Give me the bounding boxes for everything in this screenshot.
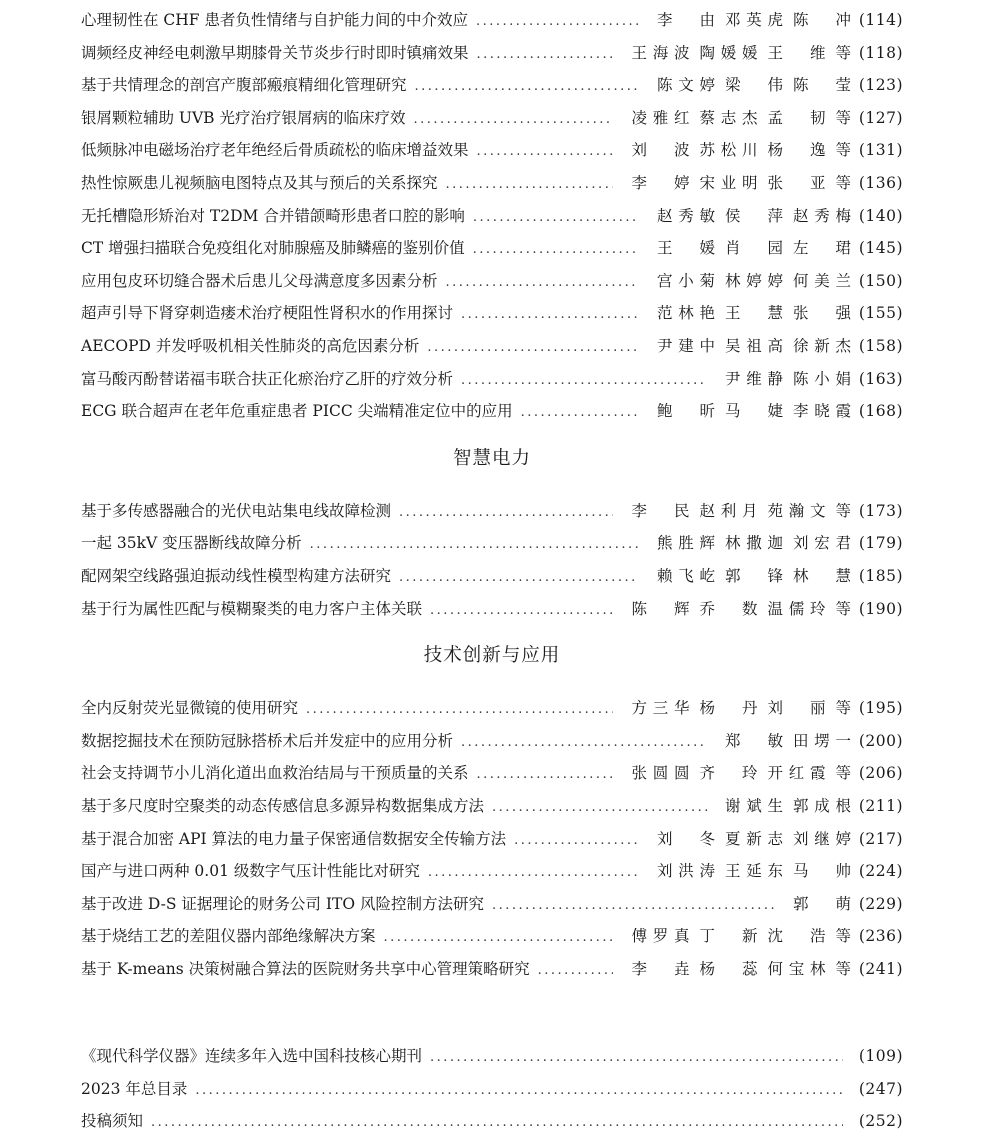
author-name: 林婷婷	[725, 271, 783, 290]
page-number: (136)	[858, 174, 903, 192]
article-title: ECG 联合超声在老年危重症患者 PICC 尖端精准定位中的应用	[81, 402, 513, 421]
page-number: (109)	[858, 1047, 903, 1065]
article-title: AECOPD 并发呼吸机相关性肺炎的高危因素分析	[81, 337, 420, 355]
author-name: 马 帅	[793, 862, 851, 881]
author-name: 马 婕	[725, 402, 783, 421]
dot-leader	[446, 176, 614, 193]
toc-entry[interactable]	[81, 330, 903, 356]
page-number: (241)	[858, 960, 903, 978]
page-number: (168)	[858, 402, 903, 421]
article-title: 一起 35kV 变压器断线故障分析	[81, 534, 302, 553]
author-name: 陈 冲	[793, 11, 851, 29]
toc-entry[interactable]	[81, 167, 903, 193]
author-name: 温儒玲	[767, 599, 826, 618]
article-title: CT 增强扫描联合免疫组化对肺腺癌及肺鳞癌的鉴别价值	[81, 239, 465, 258]
page-number: (155)	[858, 304, 903, 323]
page-number: (163)	[858, 369, 903, 388]
article-title: 无托槽隐形矫治对 T2DM 合并错颌畸形患者口腔的影响	[81, 206, 465, 225]
article-title: 银屑颗粒辅助 UVB 光疗治疗银屑病的临床疗效	[81, 108, 406, 127]
author-list	[715, 369, 851, 389]
article-title: 基于多尺度时空聚类的动态传感信息多源异构数据集成方法	[81, 797, 485, 815]
toc-entry[interactable]	[81, 1073, 903, 1099]
author-name: 蔡志杰	[699, 108, 758, 127]
article-title: 热性惊厥患儿视频脑电图特点及其与预后的关系探究	[81, 174, 438, 192]
author-list	[715, 731, 851, 751]
article-title: 基于 K-means 决策树融合算法的医院财务共享中心管理策略研究	[81, 960, 530, 978]
dot-leader	[492, 897, 775, 914]
toc-entry[interactable]	[81, 757, 903, 783]
page-number: (145)	[858, 239, 903, 258]
dot-leader	[430, 602, 613, 619]
dot-leader	[492, 799, 707, 816]
toc-entry[interactable]	[81, 855, 903, 881]
article-title: 基于混合加密 API 算法的电力量子保密通信数据安全传输方法	[81, 829, 507, 848]
dot-leader	[195, 1082, 843, 1099]
toc-entry[interactable]	[81, 265, 903, 291]
author-name: 尹建中	[657, 337, 715, 355]
article-title: 社会支持调节小儿消化道出血救治结局与干预质量的关系	[81, 764, 469, 783]
dot-leader	[310, 536, 639, 553]
dot-leader	[476, 13, 639, 30]
page-number: (150)	[858, 271, 903, 290]
author-name: 王延东	[725, 862, 783, 881]
toc-entry[interactable]	[81, 495, 903, 521]
author-name: 宋业明	[699, 174, 758, 192]
section-heading: 智慧电力	[452, 447, 531, 469]
author-name: 乔 数	[699, 599, 758, 618]
author-name: 左 珺	[793, 239, 851, 258]
toc-entry[interactable]	[81, 823, 903, 849]
dot-leader	[151, 1114, 843, 1131]
author-name: 陈小娟	[793, 369, 851, 388]
author-list	[647, 401, 851, 421]
author-list	[621, 959, 851, 979]
author-name: 徐新杰	[793, 337, 851, 355]
author-name: 凌雅红	[631, 108, 690, 127]
toc-entry[interactable]	[81, 69, 903, 95]
author-name: 宫小菊	[657, 271, 715, 290]
author-name: 刘 冬	[657, 829, 715, 848]
toc-entry[interactable]	[81, 692, 903, 718]
author-list	[647, 206, 851, 226]
author-list	[647, 75, 851, 95]
author-name: 丁 新	[699, 927, 758, 946]
author-name: 等	[835, 43, 851, 62]
author-list	[621, 108, 851, 128]
article-title: 配网架空线路强迫振动线性模型构建方法研究	[81, 567, 392, 585]
author-name: 等	[835, 501, 851, 520]
author-name: 陈 辉	[631, 599, 690, 618]
author-name: 等	[835, 927, 851, 946]
page-number: (229)	[858, 894, 903, 913]
toc-entry[interactable]	[81, 1105, 903, 1131]
author-list	[621, 763, 851, 783]
author-name: 刘宏君	[793, 534, 851, 553]
dot-leader	[428, 864, 639, 881]
author-list	[621, 501, 851, 521]
toc-entry[interactable]	[81, 363, 903, 389]
author-name: 傅罗真	[631, 927, 690, 946]
author-name: 赵秀敏	[657, 206, 715, 225]
toc-entry[interactable]	[81, 527, 903, 553]
page-number: (190)	[858, 599, 903, 618]
dot-leader	[415, 78, 639, 95]
page-number: (127)	[858, 108, 903, 127]
author-name: 熊胜辉	[657, 534, 715, 553]
page-number: (118)	[858, 43, 903, 62]
toc-entry[interactable]	[81, 593, 903, 619]
dot-leader	[306, 701, 613, 718]
dot-leader	[461, 306, 639, 323]
author-name: 邓英虎	[725, 11, 783, 29]
author-name: 陈文婷	[657, 76, 715, 95]
dot-leader	[430, 1049, 843, 1066]
dot-leader	[427, 339, 639, 356]
author-name: 范林艳	[657, 304, 715, 323]
toc-entry[interactable]	[81, 888, 903, 914]
author-name: 苏松川	[699, 141, 758, 160]
author-list	[621, 698, 851, 718]
page-number: (179)	[858, 534, 903, 553]
author-list	[647, 238, 851, 258]
article-title: 基于共情理念的剖宫产腹部瘢痕精细化管理研究	[81, 76, 407, 95]
toc-entry[interactable]	[81, 4, 903, 30]
author-list	[647, 566, 851, 586]
dot-leader	[514, 832, 639, 849]
dot-leader	[538, 962, 614, 979]
author-name: 齐 玲	[699, 764, 758, 783]
author-name: 等	[835, 599, 851, 618]
author-name: 沈 浩	[767, 927, 826, 946]
author-name: 郭 锋	[725, 567, 783, 585]
dot-leader	[473, 209, 639, 226]
dot-leader	[384, 929, 614, 946]
author-name: 肖 园	[725, 239, 783, 258]
dot-leader	[477, 766, 614, 783]
author-list	[621, 599, 851, 619]
toc-entry[interactable]	[81, 1040, 903, 1066]
author-name: 何宝林	[767, 960, 826, 978]
page-number: (114)	[858, 11, 903, 29]
author-name: 张圆圆	[631, 764, 690, 783]
dot-leader	[399, 504, 613, 521]
author-name: 田塄一	[793, 731, 851, 750]
author-name: 等	[835, 960, 851, 978]
page-number: (217)	[858, 829, 903, 848]
author-list	[783, 894, 851, 914]
author-name: 等	[835, 699, 851, 718]
dot-leader	[399, 569, 639, 586]
page-number: (123)	[858, 76, 903, 95]
author-name: 王 慧	[725, 304, 783, 323]
toc-entry[interactable]	[81, 297, 903, 323]
author-name: 赖飞屹	[657, 567, 715, 585]
author-name: 刘洪涛	[657, 862, 715, 881]
article-title: 基于改进 D-S 证据理论的财务公司 ITO 风险控制方法研究	[81, 894, 484, 913]
toc-entry[interactable]	[81, 953, 903, 979]
author-name: 方三华	[631, 699, 690, 718]
page-number: (185)	[858, 567, 903, 585]
author-name: 郭成根	[793, 797, 851, 815]
toc-entry[interactable]	[81, 560, 903, 586]
author-list	[647, 271, 851, 291]
author-list	[647, 861, 851, 881]
author-name: 李 垚	[631, 960, 690, 978]
toc-entry[interactable]	[81, 725, 903, 751]
author-list	[621, 43, 851, 63]
article-title: 《现代科学仪器》连续多年入选中国科技核心期刊	[81, 1047, 423, 1065]
author-name: 何美兰	[793, 271, 851, 290]
author-name: 郭 萌	[793, 894, 851, 913]
author-list	[621, 140, 851, 160]
author-name: 等	[835, 764, 851, 783]
dot-leader	[477, 143, 614, 160]
author-list	[647, 303, 851, 323]
author-name: 王 维	[767, 43, 826, 62]
author-name: 等	[835, 108, 851, 127]
author-name: 李晓霞	[793, 402, 851, 421]
toc-entry[interactable]	[81, 200, 903, 226]
author-name: 张 强	[793, 304, 851, 323]
author-list	[621, 926, 851, 946]
page-number: (200)	[858, 731, 903, 750]
author-name: 张 亚	[767, 174, 826, 192]
toc-entry[interactable]	[81, 134, 903, 160]
dot-leader	[446, 274, 639, 291]
page-number: (131)	[858, 141, 903, 160]
dot-leader	[473, 241, 639, 258]
toc-entry[interactable]	[81, 232, 903, 258]
author-name: 陶媛媛	[699, 43, 758, 62]
article-title: 超声引导下肾穿刺造瘘术治疗梗阻性肾积水的作用探讨	[81, 304, 454, 323]
article-title: 基于多传感器融合的光伏电站集电线故障检测	[81, 501, 392, 520]
author-name: 林 慧	[793, 567, 851, 585]
article-title: 国产与进口两种 0.01 级数字气压计性能比对研究	[81, 862, 420, 881]
author-name: 王海波	[631, 43, 690, 62]
dot-leader	[461, 734, 707, 751]
article-title: 调频经皮神经电刺激早期膝骨关节炎步行时即时镇痛效果	[81, 43, 469, 62]
author-list	[621, 173, 851, 193]
author-name: 陈 莹	[793, 76, 851, 95]
dot-leader	[414, 111, 614, 128]
page-number: (173)	[858, 501, 903, 520]
author-name: 刘 丽	[767, 699, 826, 718]
article-title: 基于烧结工艺的差阻仪器内部绝缘解决方案	[81, 927, 376, 946]
page-number: (252)	[858, 1112, 903, 1131]
article-title: 富马酸丙酚替诺福韦联合扶正化瘀治疗乙肝的疗效分析	[81, 369, 454, 388]
author-name: 等	[835, 141, 851, 160]
author-name: 侯 萍	[725, 206, 783, 225]
dot-leader	[461, 372, 707, 389]
author-name: 杨 逸	[767, 141, 826, 160]
author-name: 开红霞	[767, 764, 826, 783]
author-name: 刘 波	[631, 141, 690, 160]
author-name: 王 媛	[657, 239, 715, 258]
article-title: 投稿须知	[81, 1112, 144, 1131]
page-number: (206)	[858, 764, 903, 783]
author-name: 刘继婷	[793, 829, 851, 848]
article-title: 心理韧性在 CHF 患者负性情绪与自护能力间的中介效应	[81, 11, 468, 29]
author-name: 等	[835, 174, 851, 192]
toc-entry[interactable]	[81, 395, 903, 421]
article-title: 应用包皮环切缝合器术后患儿父母满意度多因素分析	[81, 271, 438, 290]
toc-entry[interactable]	[81, 37, 903, 63]
author-name: 梁 伟	[725, 76, 783, 95]
article-title: 2023 年总目录	[81, 1079, 188, 1098]
page-number: (247)	[858, 1079, 903, 1098]
dot-leader	[521, 404, 639, 421]
author-name: 苑瀚文	[767, 501, 826, 520]
page-number: (211)	[858, 797, 903, 815]
toc-entry[interactable]	[81, 790, 903, 816]
author-name: 谢斌生	[725, 797, 783, 815]
toc-entry[interactable]	[81, 920, 903, 946]
author-name: 吴祖高	[725, 337, 783, 355]
author-name: 尹维静	[725, 369, 783, 388]
article-title: 全内反射荧光显微镜的使用研究	[81, 699, 299, 718]
page-number: (158)	[858, 337, 903, 355]
author-list	[647, 533, 851, 553]
page-number: (224)	[858, 862, 903, 881]
author-name: 李 由	[657, 11, 715, 29]
author-name: 夏新志	[725, 829, 783, 848]
author-list	[715, 796, 851, 816]
author-name: 李 民	[631, 501, 690, 520]
author-name: 李 婷	[631, 174, 690, 192]
author-name: 赵利月	[699, 501, 758, 520]
article-title: 数据挖掘技术在预防冠脉搭桥术后并发症中的应用分析	[81, 731, 454, 750]
article-title: 低频脉冲电磁场治疗老年绝经后骨质疏松的临床增益效果	[81, 141, 469, 160]
author-name: 孟 韧	[767, 108, 826, 127]
author-name: 鲍 昕	[657, 402, 715, 421]
author-name: 杨 蕊	[699, 960, 758, 978]
toc-entry[interactable]	[81, 102, 903, 128]
section-heading: 技术创新与应用	[423, 645, 561, 667]
article-title: 基于行为属性匹配与模糊聚类的电力客户主体关联	[81, 599, 423, 618]
page-number: (195)	[858, 699, 903, 718]
author-name: 郑 敏	[725, 731, 783, 750]
author-name: 赵秀梅	[793, 206, 851, 225]
author-name: 杨 丹	[699, 699, 758, 718]
page-number: (140)	[858, 206, 903, 225]
author-name: 林撒迦	[725, 534, 783, 553]
dot-leader	[477, 46, 614, 63]
page-number: (236)	[858, 927, 903, 946]
author-list	[647, 336, 851, 356]
author-list	[647, 10, 851, 30]
author-list	[647, 829, 851, 849]
